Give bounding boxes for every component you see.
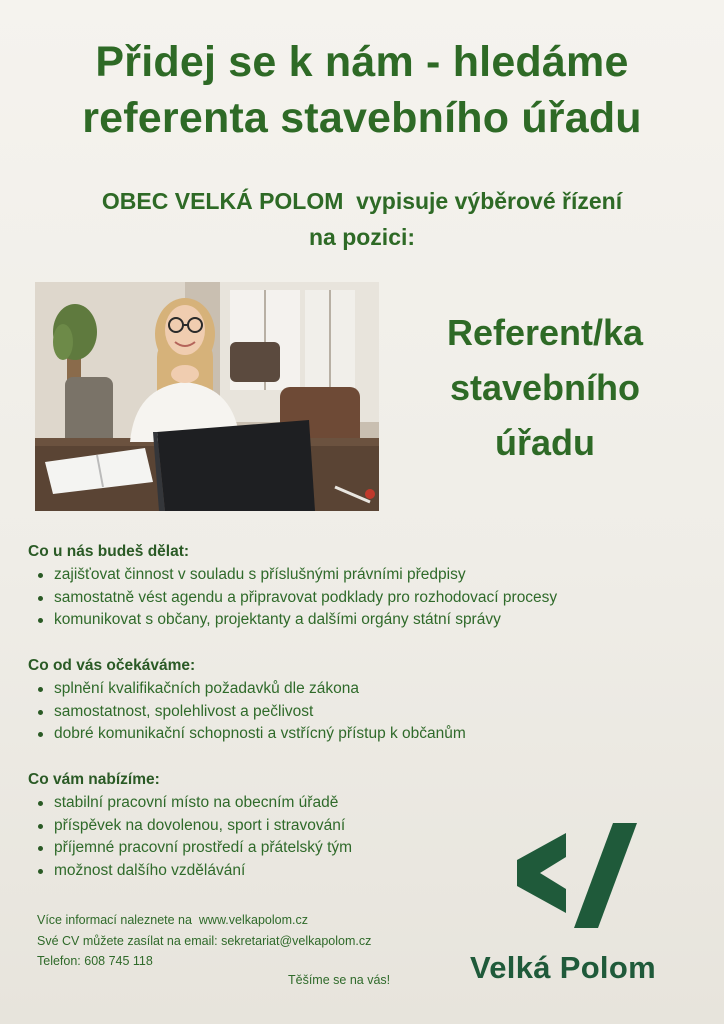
list-item: komunikovat s občany, projektanty a dalšími orgány státní správy xyxy=(28,609,688,632)
closing-note: Těšíme se na vás! xyxy=(288,973,391,987)
position-title-line-1: Referent/ka xyxy=(446,312,644,353)
bullet-list xyxy=(28,564,688,632)
position-title xyxy=(410,305,680,470)
list-item: samostatně vést agendu a připravovat podklady pro rozhodovací procesy xyxy=(28,587,688,610)
position-title-line-2: stavebního xyxy=(449,367,641,408)
page-subtitle-line-1: OBEC VELKÁ POLOM vypisuje výběrové řízení xyxy=(101,188,623,214)
section-heading: Co vám nabízíme: xyxy=(28,771,160,788)
contact-website-line: Více informací naleznete na www.velkapolom.cz xyxy=(37,913,308,927)
section-heading: Co u nás budeš dělat: xyxy=(28,543,190,560)
page-subtitle xyxy=(20,183,704,255)
list-item: zajišťovat činnost v souladu s příslušnými právními předpisy xyxy=(28,564,688,587)
section-requirements xyxy=(28,656,688,746)
page-subtitle-line-2: na pozici: xyxy=(308,224,416,250)
contact-info xyxy=(37,910,457,972)
section-heading: Co od vás očekáváme: xyxy=(28,657,196,674)
list-item: možnost dalšího vzdělávání xyxy=(28,860,688,883)
list-item: příjemné pracovní prostředí a přátelský tým xyxy=(28,837,688,860)
list-item: dobré komunikační schopnosti a vstřícný přístup k občanům xyxy=(28,723,688,746)
list-item: splnění kvalifikačních požadavků dle zákona xyxy=(28,678,688,701)
contact-email-line: Své CV můžete zasílat na email: sekretariat@velkapolom.cz xyxy=(37,933,372,948)
page-title xyxy=(0,34,724,146)
brand-name: Velká Polom xyxy=(470,950,656,985)
list-item: stabilní pracovní místo na obecním úřadě xyxy=(28,792,688,815)
list-item: příspěvek na dovolenou, sport i stravování xyxy=(28,815,688,838)
section-duties xyxy=(28,542,688,632)
bullet-list xyxy=(28,678,688,746)
code-brackets-logo-icon xyxy=(510,820,650,930)
contact-phone-line: Telefon: 608 745 118 xyxy=(37,954,153,968)
position-title-line-3: úřadu xyxy=(494,422,595,463)
woman-at-laptop-photo xyxy=(35,282,379,511)
page-title-line-2: referenta stavebního úřadu xyxy=(82,94,642,142)
page-title-line-1: Přidej se k nám - hledáme xyxy=(95,38,629,86)
list-item: samostatnost, spolehlivost a pečlivost xyxy=(28,701,688,724)
